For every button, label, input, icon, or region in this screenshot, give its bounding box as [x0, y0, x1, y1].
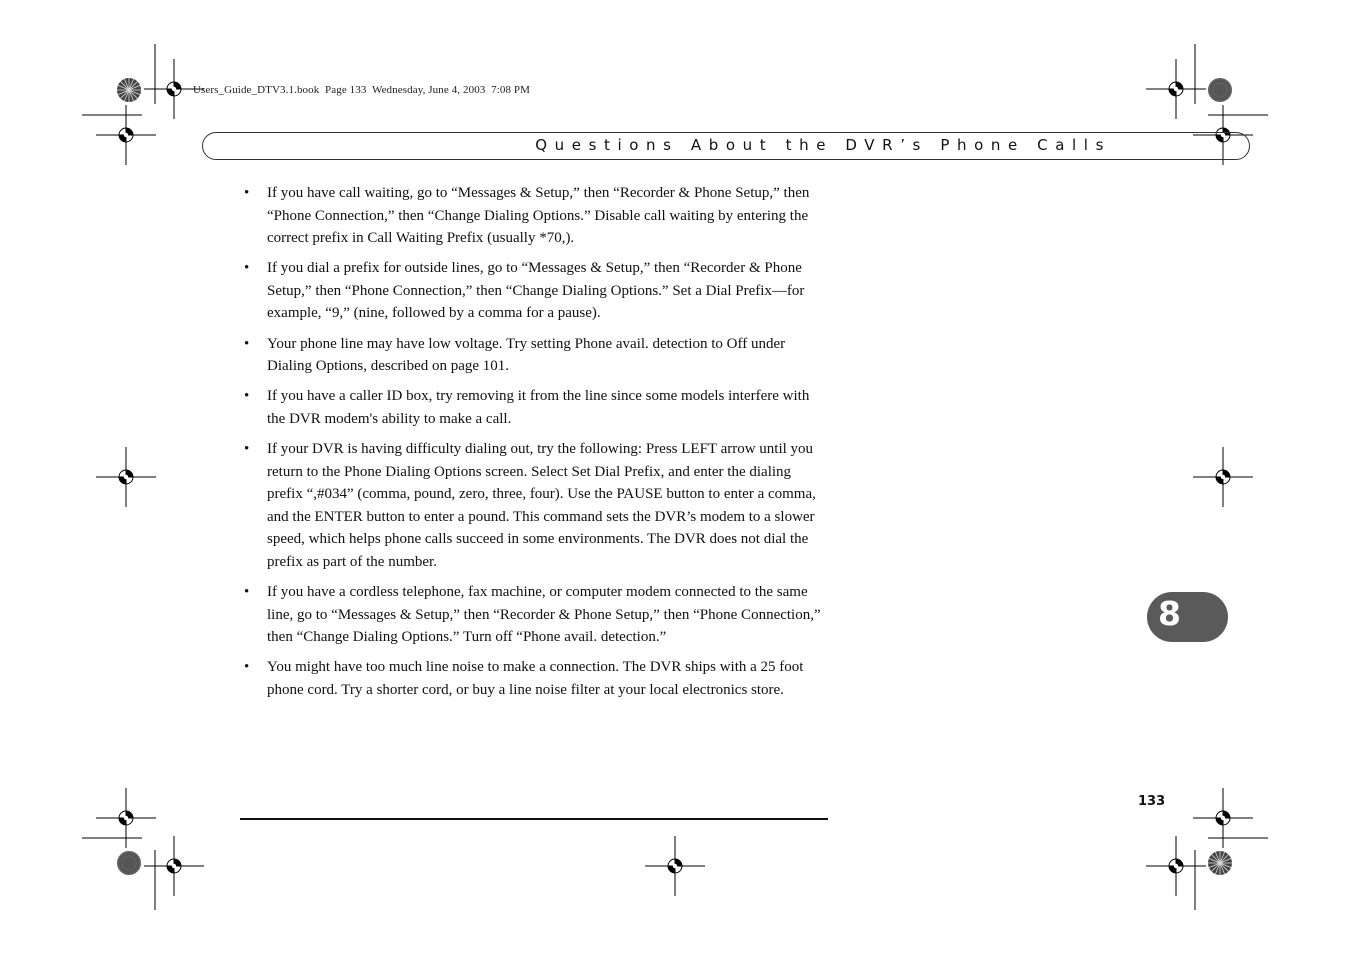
running-header-title: Questions About the DVR’s Phone Calls: [535, 136, 1111, 154]
list-item-text: You might have too much line noise to make a connection. The DVR ships with a 25 foot phone cord. Try a shorter cord, or buy a line noise filter at your local electronics store.: [267, 659, 804, 698]
list-item: [244, 257, 824, 325]
list-item: [244, 333, 824, 378]
list-item-text: If you dial a prefix for outside lines, go to “Messages & Setup,” then “Recorder & Phone Setup,” then “Phone Connection,” then “Change Dialing Options.” Set a Dial Prefix—for example, “9,” (nine, followed by a comma for a pause).: [267, 260, 805, 322]
list-item-text: If you have a caller ID box, try removing it from the line since some models interfere with the DVR modem's ability to make a call.: [267, 388, 810, 427]
list-item: [244, 182, 824, 250]
main-content: [244, 182, 824, 709]
list-item-text: Your phone line may have low voltage. Try setting Phone avail. detection to Off under Dialing Options, described on page 101.: [267, 335, 786, 375]
list-item: [244, 385, 824, 430]
bullet-mark: •: [244, 185, 250, 201]
bullet-mark: •: [244, 440, 250, 457]
bullet-mark: •: [244, 335, 250, 352]
bullet-mark: •: [244, 659, 250, 676]
list-item-text: If your DVR is having difficulty dialing out, try the following: Press LEFT arrow until you return to the Phone Dialing Options screen. Select Set Dial Prefix, and enter the dialing prefix “,#034” (comma, pound, zero, three, four). Use the PAUSE button to enter a comma, and the ENTER button to enter a pound. This command sets the DVR’s modem to a slower speed, which helps phone calls succeed in some environments. The DVR does not dial the prefix as part of the number.: [267, 440, 816, 570]
list-item: [244, 656, 824, 701]
list-item: [244, 438, 824, 574]
slug-line: Users_Guide_DTV3.1.book Page 133 Wednesday, June 4, 2003 7:08 PM: [193, 84, 531, 96]
list-item-text: If you have call waiting, go to “Messages & Setup,” then “Recorder & Phone Setup,” then “Phone Connection,” then “Change Dialing Options.” Disable call waiting by entering the correct prefix in Call Waiting Prefix (usually *70,).: [267, 185, 810, 247]
bullet-list: [244, 182, 824, 701]
bullet-mark: •: [244, 260, 250, 277]
footer-rule: [240, 818, 828, 820]
bullet-mark: •: [244, 388, 250, 405]
list-item: [244, 581, 824, 649]
chapter-number: 8: [1158, 594, 1181, 633]
list-item-text: If you have a cordless telephone, fax machine, or computer modem connected to the same line, go to “Messages & Setup,” then “Recorder & Phone Setup,” then “Phone Connection,” then “Change Dialing Options.” Turn off “Phone avail. detection.”: [267, 584, 821, 646]
bullet-mark: •: [244, 584, 250, 600]
page-number: 133: [1138, 794, 1166, 809]
